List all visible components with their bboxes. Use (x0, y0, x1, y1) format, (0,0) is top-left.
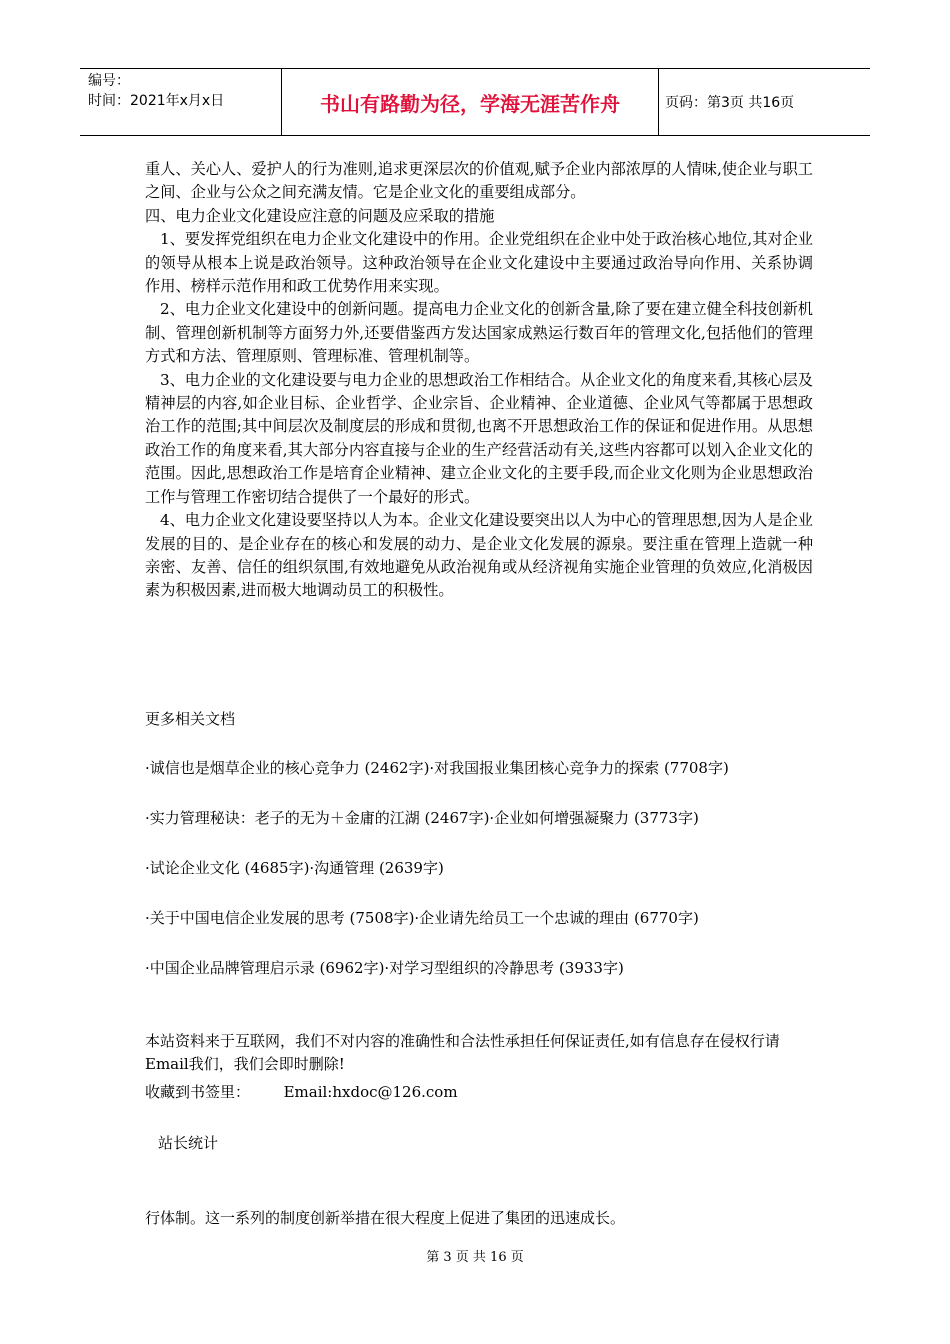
document-time-label: 时间：2021年x月x日 (88, 93, 225, 109)
related-doc-link[interactable]: ·实力管理秘诀：老子的无为＋金庸的江湖 (2467字)·企业如何增强凝聚力 (3773字) (145, 809, 699, 827)
paragraph: 1、要发挥党组织在电力企业文化建设中的作用。企业党组织在企业中处于政治核心地位,其对企业的领导从根本上说是政治领导。这种政治领导在企业文化建设中主要通过政治导向作用、关系协调作用、榜样示范作用和政工优势作用来实现。 (145, 230, 813, 296)
related-doc-link[interactable]: ·关于中国电信企业发展的思考 (7508字)·企业请先给员工一个忠诚的理由 (6770字) (145, 909, 699, 927)
page-header (80, 68, 870, 136)
bookmark-row (145, 1081, 458, 1103)
paragraph: 4、电力企业文化建设要坚持以人为本。企业文化建设要突出以人为中心的管理思想,因为人是企业发展的目的、是企业存在的核心和发展的动力、是企业文化发展的源泉。要注重在管理上造就一种亲密、友善、信任的组织氛围,有效地避免从政治视角或从经济视角实施企业管理的负效应,化消极因素为积极因素,进而极大地调动员工的积极性。 (145, 511, 813, 600)
related-docs-title: 更多相关文档 (145, 710, 236, 728)
contact-email[interactable]: Email:hxdoc@126.com (283, 1083, 458, 1101)
bookmark-label[interactable]: 收藏到书签里： (145, 1083, 251, 1101)
section-heading: 四、电力企业文化建设应注意的问题及应采取的措施 (145, 206, 495, 225)
paragraph: 2、电力企业文化建设中的创新问题。提高电力企业文化的创新含量,除了要在建立健全科技创新机制、管理创新机制等方面努力外,还要借鉴西方发达国家成熟运行数百年的管理文化,包括他们的管理方式和方法、管理原则、管理标准、管理机制等。 (145, 300, 813, 366)
document-number-label: 编号： (88, 73, 130, 89)
related-doc-link[interactable]: ·中国企业品牌管理启示录 (6962字)·对学习型组织的冷静思考 (3933字) (145, 959, 624, 977)
closing-text: 行体制。这一系列的制度创新举措在很大程度上促进了集团的迅速成长。 (145, 1209, 626, 1227)
header-page-label: 页码：第3页 共16页 (665, 95, 795, 111)
page-footer: 第 3 页 共 16 页 (426, 1250, 524, 1265)
header-meta (80, 69, 282, 135)
header-motto: 书山有路勤为径，学海无涯苦作舟 (282, 69, 659, 135)
disclaimer: 本站资料来于互联网，我们不对内容的准确性和合法性承担任何保证责任,如有信息存在侵权行请Email我们，我们会即时删除! (145, 1032, 780, 1073)
body-text (145, 158, 813, 603)
related-doc-link[interactable]: ·诚信也是烟草企业的核心竞争力 (2462字)·对我国报业集团核心竞争力的探索 (7708字) (145, 759, 729, 777)
site-stats-link[interactable]: 站长统计 (158, 1134, 219, 1152)
related-doc-link[interactable]: ·试论企业文化 (4685字)·沟通管理 (2639字) (145, 859, 444, 877)
paragraph: 重人、关心人、爱护人的行为准则,追求更深层次的价值观,赋予企业内部浓厚的人情味,使企业与职工之间、企业与公众之间充满友情。它是企业文化的重要组成部分。 (145, 160, 813, 202)
paragraph: 3、电力企业的文化建设要与电力企业的思想政治工作相结合。从企业文化的角度来看,其核心层及精神层的内容,如企业目标、企业哲学、企业宗旨、企业精神、企业道德、企业风气等都属于思想政治工作的范围;其中间层次及制度层的形成和贯彻,也离不开思想政治工作的保证和促进作用。从思想政治工作的角度来看,其大部分内容直接与企业的生产经营活动有关,这些内容都可以划入企业文化的范围。因此,思想政治工作是培育企业精神、建立企业文化的主要手段,而企业文化则为企业思想政治工作与管理工作密切结合提供了一个最好的形式。 (145, 370, 813, 506)
